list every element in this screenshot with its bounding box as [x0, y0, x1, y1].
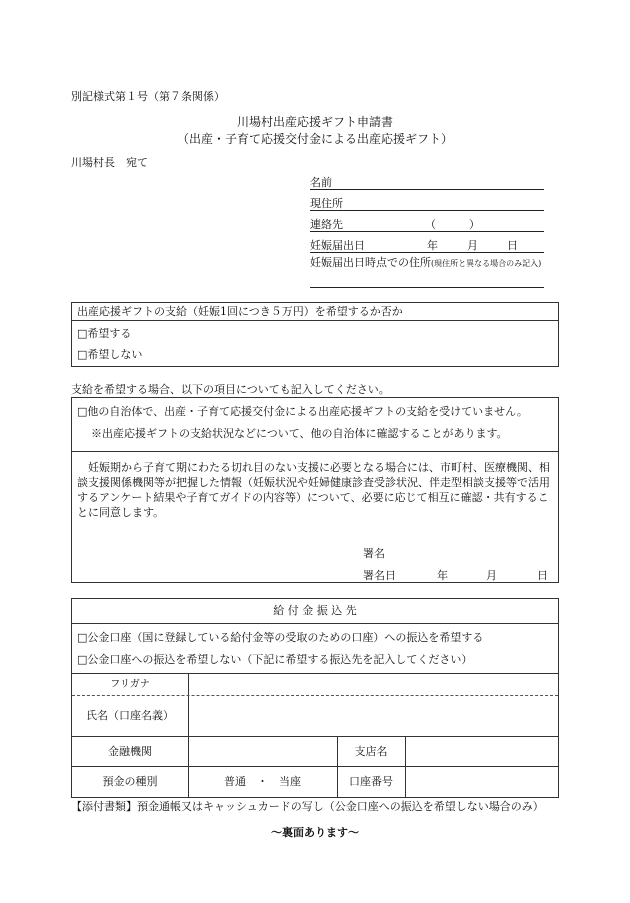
gift-header: 出産応援ギフトの支給（妊娠1回につき５万円）を希望するか否か — [77, 305, 403, 318]
account-number-label: 口座番号 — [349, 775, 393, 788]
pregnancy-address-note: (現住所と異なる場合のみ記入) — [431, 259, 542, 268]
consent-divider — [72, 451, 558, 452]
bank-header-divider — [72, 623, 558, 624]
furigana-input[interactable] — [190, 676, 556, 694]
bank-option-public[interactable]: □公金口座（国に登録している給付金等の受取のための口座）への振込を希望する — [77, 631, 484, 644]
gift-divider — [72, 320, 558, 321]
bank-grid-vline-3 — [405, 736, 406, 797]
addressee: 川場村長 宛て — [71, 156, 148, 169]
branch-label: 支店名 — [354, 745, 388, 758]
pregnancy-date-day: 日 — [507, 239, 518, 252]
signature-date-label: 署名日 — [363, 569, 396, 582]
pregnancy-address-label — [310, 256, 541, 270]
gift-option-yes[interactable]: □希望する — [77, 327, 132, 340]
consent-section — [71, 397, 559, 583]
furigana-divider — [72, 695, 558, 696]
bank-option-other[interactable]: □公金口座への振込を希望しない（下記に希望する振込先を記入してください） — [77, 653, 473, 666]
form-subtitle: （出産・子育て応援交付金による出産応援ギフト） — [176, 132, 453, 146]
branch-input[interactable] — [407, 739, 556, 765]
notice-intro: 支給を希望する場合、以下の項目についても記入してください。 — [71, 383, 390, 396]
bank-header: 給 付 金 振 込 先 — [273, 604, 357, 617]
contact-field[interactable] — [310, 231, 544, 232]
other-municipality-checkbox[interactable]: □他の自治体で、出産・子育て応援交付金による出産応援ギフトの支給を受けていません。 — [77, 405, 528, 418]
account-name-input[interactable] — [190, 698, 556, 734]
pregnancy-date-field[interactable] — [310, 252, 544, 253]
pregnancy-date-year: 年 — [427, 239, 438, 252]
signature-date-month: 月 — [486, 569, 497, 582]
attachments-note: 【添付書類】預金通帳又はキャッシュカードの写し（公金口座への振込を希望しない場合のみ） — [71, 800, 544, 813]
contact-paren: （ ） — [425, 218, 480, 231]
name-label: 名前 — [310, 176, 332, 189]
contact-label: 連絡先 — [310, 218, 343, 231]
consent-text: 妊娠期から子育て期にわたる切れ目のない支援に必要となる場合には、市町村、医療機関、相談支援関係機関等が把握した情報（妊娠状況や妊婦健康診査受診状況、伴走型相談支援等で活用するアンケート結果や子育てガイドの内容等）について、必要に応じて相互に確認・共有することに同意します。 — [77, 461, 550, 519]
gift-section — [71, 302, 559, 367]
signature-date-day: 日 — [537, 569, 548, 582]
deposit-type-label: 預金の種別 — [102, 775, 158, 788]
deposit-type-value[interactable]: 普通 ・ 当座 — [224, 775, 301, 788]
account-name-label: 氏名（口座名義） — [86, 709, 174, 722]
form-title: 川場村出産応援ギフト申請書 — [236, 115, 393, 129]
footer-note: ～裏面あります～ — [271, 826, 359, 839]
address-label: 現住所 — [310, 197, 343, 210]
pregnancy-date-label: 妊娠届出日 — [310, 239, 365, 252]
form-number: 別記様式第１号（第７条関係） — [71, 90, 225, 103]
bank-row-divider — [72, 766, 558, 767]
confirm-note: ※出産応援ギフトの支給状況などについて、他の自治体に確認することがあります。 — [91, 427, 508, 440]
bank-options-divider — [72, 673, 558, 674]
pregnancy-date-month: 月 — [467, 239, 478, 252]
bank-name-input[interactable] — [190, 739, 335, 765]
furigana-label: フリガナ — [110, 679, 150, 690]
address-field[interactable] — [310, 210, 544, 211]
pregnancy-address-field[interactable] — [310, 287, 544, 288]
gift-option-no[interactable]: □希望しない — [77, 348, 143, 361]
signature-label: 署名 — [363, 547, 385, 560]
bank-section — [71, 598, 559, 798]
bank-name-label: 金融機関 — [108, 745, 152, 758]
name-field[interactable] — [310, 189, 544, 190]
name-row-divider — [72, 736, 558, 737]
signature-date-year: 年 — [437, 569, 448, 582]
account-number-input[interactable] — [407, 769, 556, 795]
pregnancy-address-label-text: 妊娠届出日時点での住所 — [310, 256, 431, 269]
